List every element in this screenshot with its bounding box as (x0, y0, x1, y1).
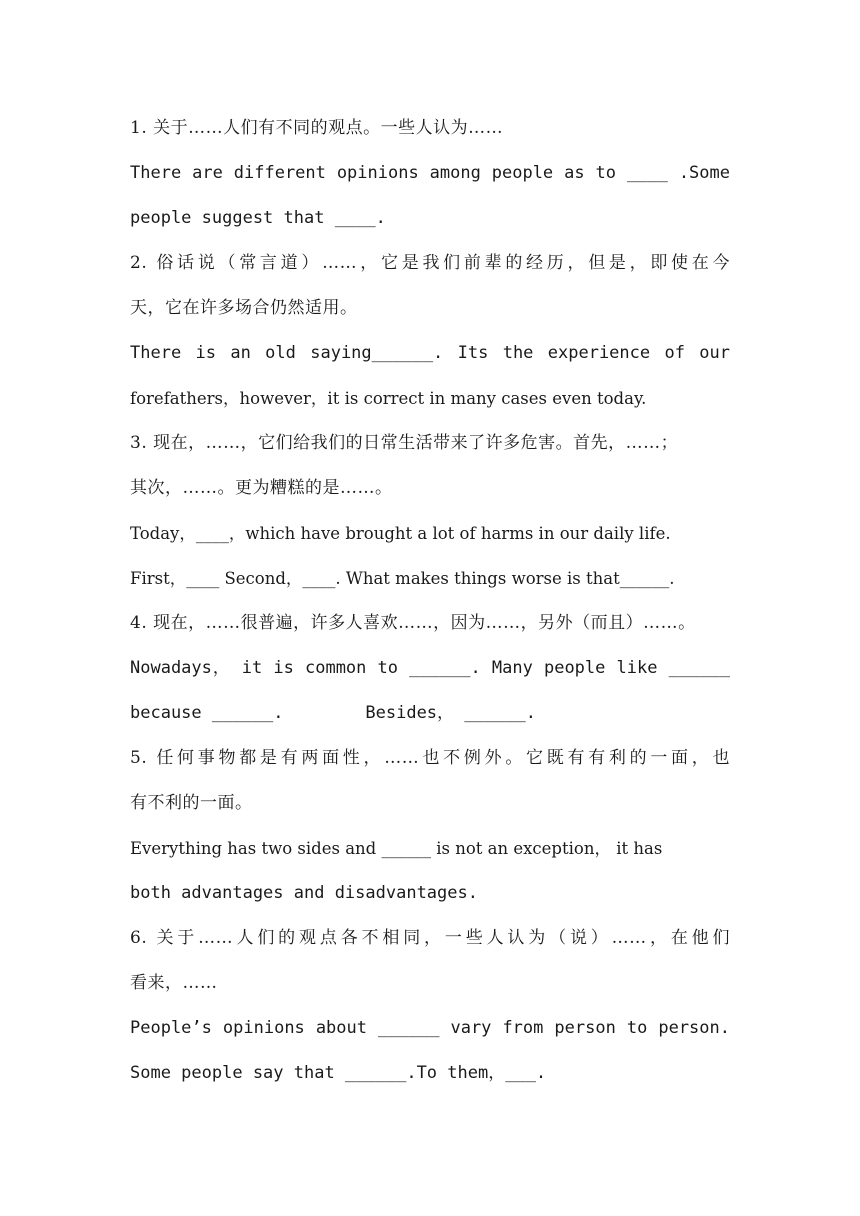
phrase-item-1 (130, 106, 730, 241)
item-3-english-line-1: Today，____，which have brought a lot of harms in our daily life. (130, 524, 671, 543)
item-6-chinese-line-2: 看来，…… (130, 973, 218, 993)
phrase-item-2 (130, 241, 730, 421)
item-6-chinese-line-1: 6. 关于……人们的观点各不相同，一些人认为（说）……，在他们 (130, 928, 730, 948)
phrase-item-5 (130, 736, 730, 916)
item-3-chinese-line-1: 3. 现在，……，它们给我们的日常生活带来了许多危害。首先，……； (130, 433, 679, 453)
item-2-english-line-2: forefathers，however，it is correct in many cases even today. (130, 389, 647, 408)
phrase-item-4 (130, 601, 730, 736)
item-1-chinese-line-1: 1. 关于……人们有不同的观点。一些人认为…… (130, 118, 504, 138)
item-1-english-line-2: people suggest that ____. (130, 208, 386, 228)
item-2-english-line-1: There is an old saying______. Its the experience of our (130, 343, 730, 363)
item-5-chinese-line-2: 有不利的一面。 (130, 793, 253, 813)
item-4-english-line-2: because ______. Besides， ______. (130, 703, 536, 723)
phrase-item-3 (130, 421, 730, 601)
item-6-english-line-2: Some people say that ______.To them，___. (130, 1063, 547, 1083)
item-4-english-line-1: Nowadays， it is common to ______. Many people like ______ (130, 658, 730, 678)
item-4-chinese-line-1: 4. 现在，……很普遍，许多人喜欢……，因为……，另外（而且）……。 (130, 613, 696, 633)
item-2-chinese-line-2: 天，它在许多场合仍然适用。 (130, 298, 358, 318)
item-5-english-line-1: Everything has two sides and ______ is not an exception， it has (130, 839, 663, 858)
item-6-english-line-1: People’s opinions about ______ vary from person to person. (130, 1018, 730, 1038)
item-3-english-line-2: First，____ Second，____. What makes things worse is that______. (130, 569, 675, 588)
item-1-english-line-1: There are different opinions among people as to ____ .Some (130, 163, 730, 183)
document-body (130, 106, 730, 1096)
item-5-english-line-2: both advantages and disadvantages. (130, 883, 478, 903)
item-2-chinese-line-1: 2. 俗话说（常言道）……，它是我们前辈的经历，但是，即使在今 (130, 253, 730, 273)
item-5-chinese-line-1: 5. 任何事物都是有两面性，……也不例外。它既有有利的一面，也 (130, 748, 730, 768)
item-3-chinese-line-2: 其次，……。更为糟糕的是……。 (130, 478, 393, 498)
phrase-item-6 (130, 916, 730, 1096)
